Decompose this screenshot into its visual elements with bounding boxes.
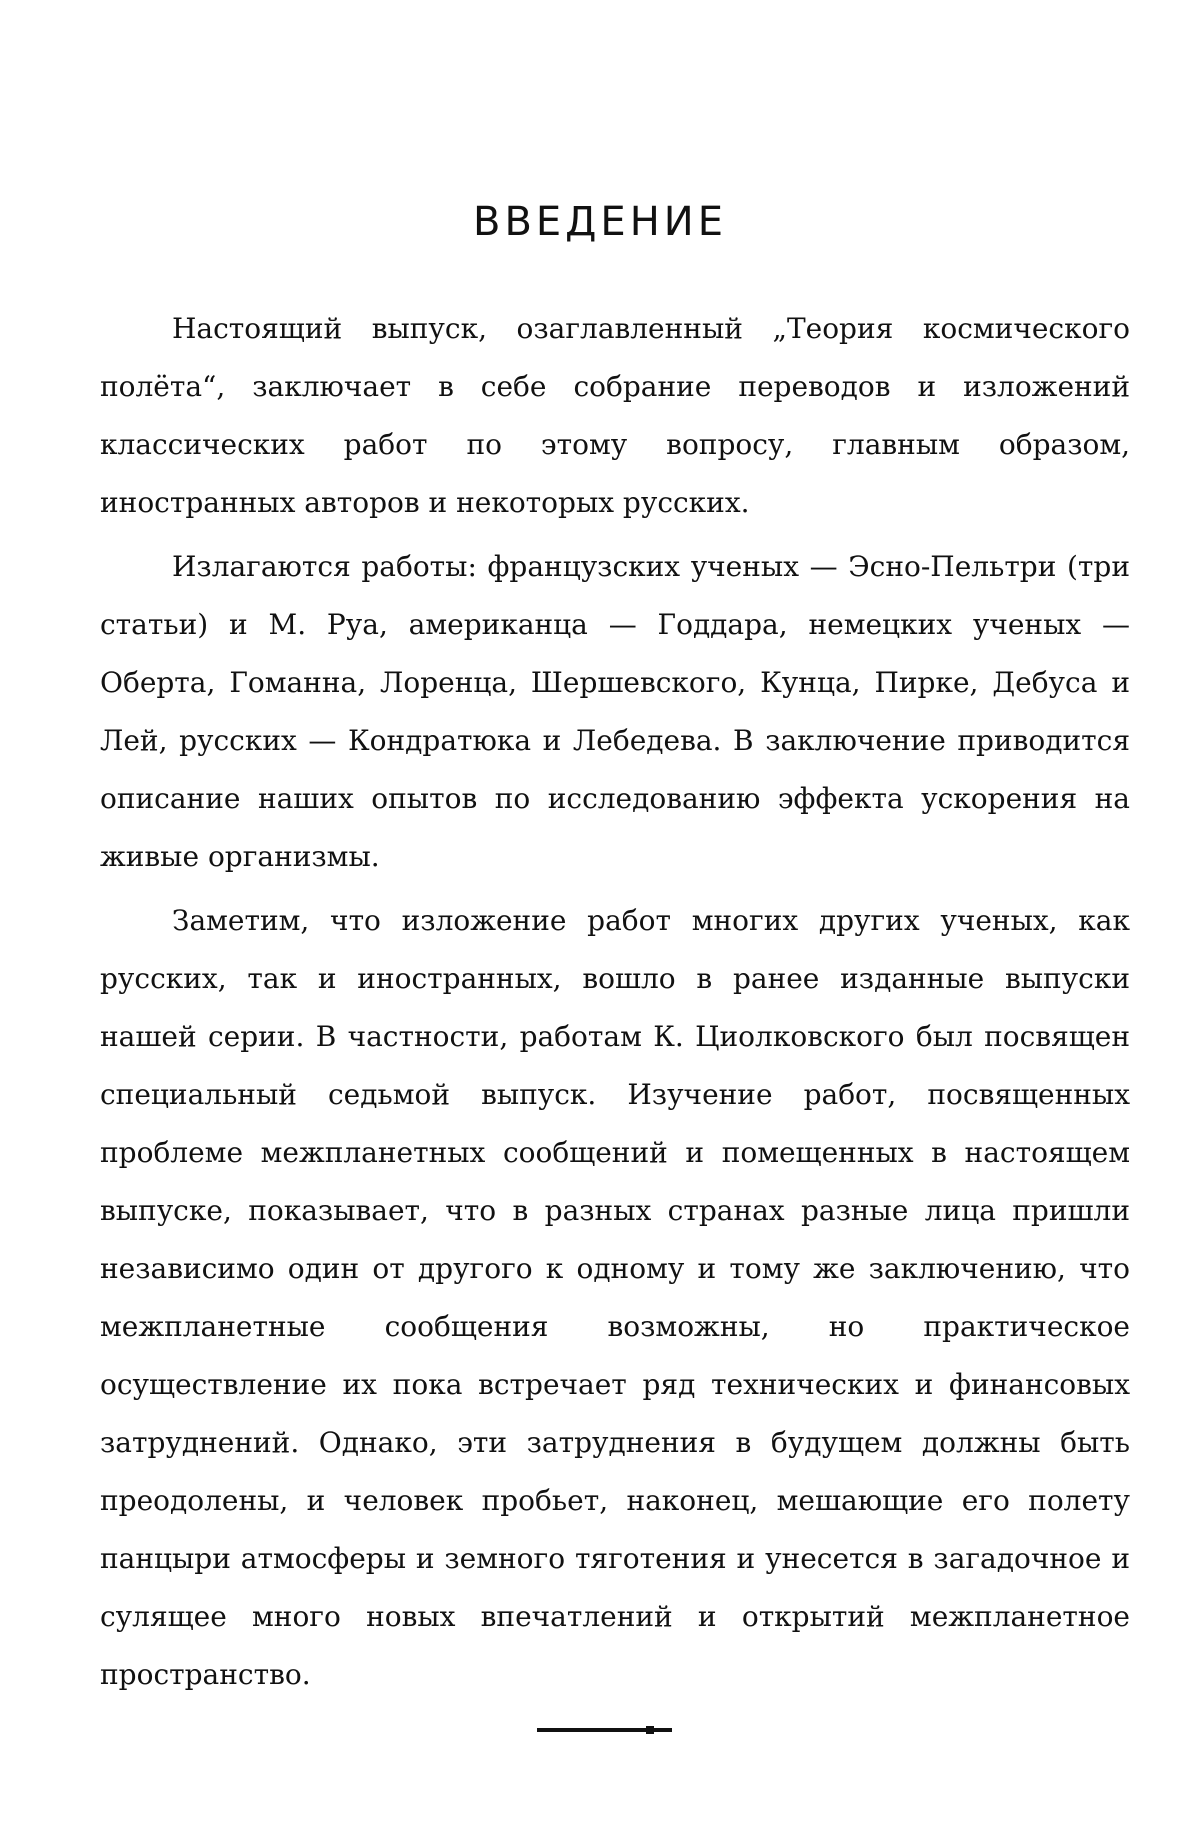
paragraph-3: Заметим, что изложение работ многих других ученых, как русских, так и иностранных, вошло в ранее изданные выпуски нашей серии. В частности, работам К. Циолковского был посвящен специальный седьмой выпуск. Изучение работ, посвященных проблеме межпланетных сообщений и помещенных в настоящем выпуске, показывает, что в разных странах разные лица пришли независимо один от другого к одному и тому же заключению, что межпланетные сообщения возможны, но практическое осуществление их пока встречает ряд технических и финансовых затруднений. Однако, эти затруднения в будущем должны быть преодолены, и человек пробьет, наконец, мешающие его полету панцыри атмосферы и земного тяготения и унесется в загадочное и сулящее много новых впечатлений и открытий межпланетное пространство. (100, 904, 1130, 1691)
page-title: ВВЕДЕНИЕ (473, 199, 727, 245)
body-text (100, 300, 1130, 1710)
end-rule-dot (646, 1726, 654, 1734)
paragraph-1: Настоящий выпуск, озаглавленный „Теория космического полёта“, заключает в себе собрание переводов и изложений классических работ по этому вопросу, главным образом, иностранных авторов и некоторых русских. (100, 312, 1130, 519)
paragraph-2: Излагаются работы: французских ученых — Эсно-Пельтри (три статьи) и М. Руа, американца — Годдара, немецких ученых — Оберта, Гоманна, Лоренца, Шершевского, Кунца, Пирке, Дебуса и Лей, русских — Кондратюка и Лебедева. В заключение приводится описание наших опытов по исследованию эффекта ускорения на живые организмы. (100, 550, 1130, 873)
